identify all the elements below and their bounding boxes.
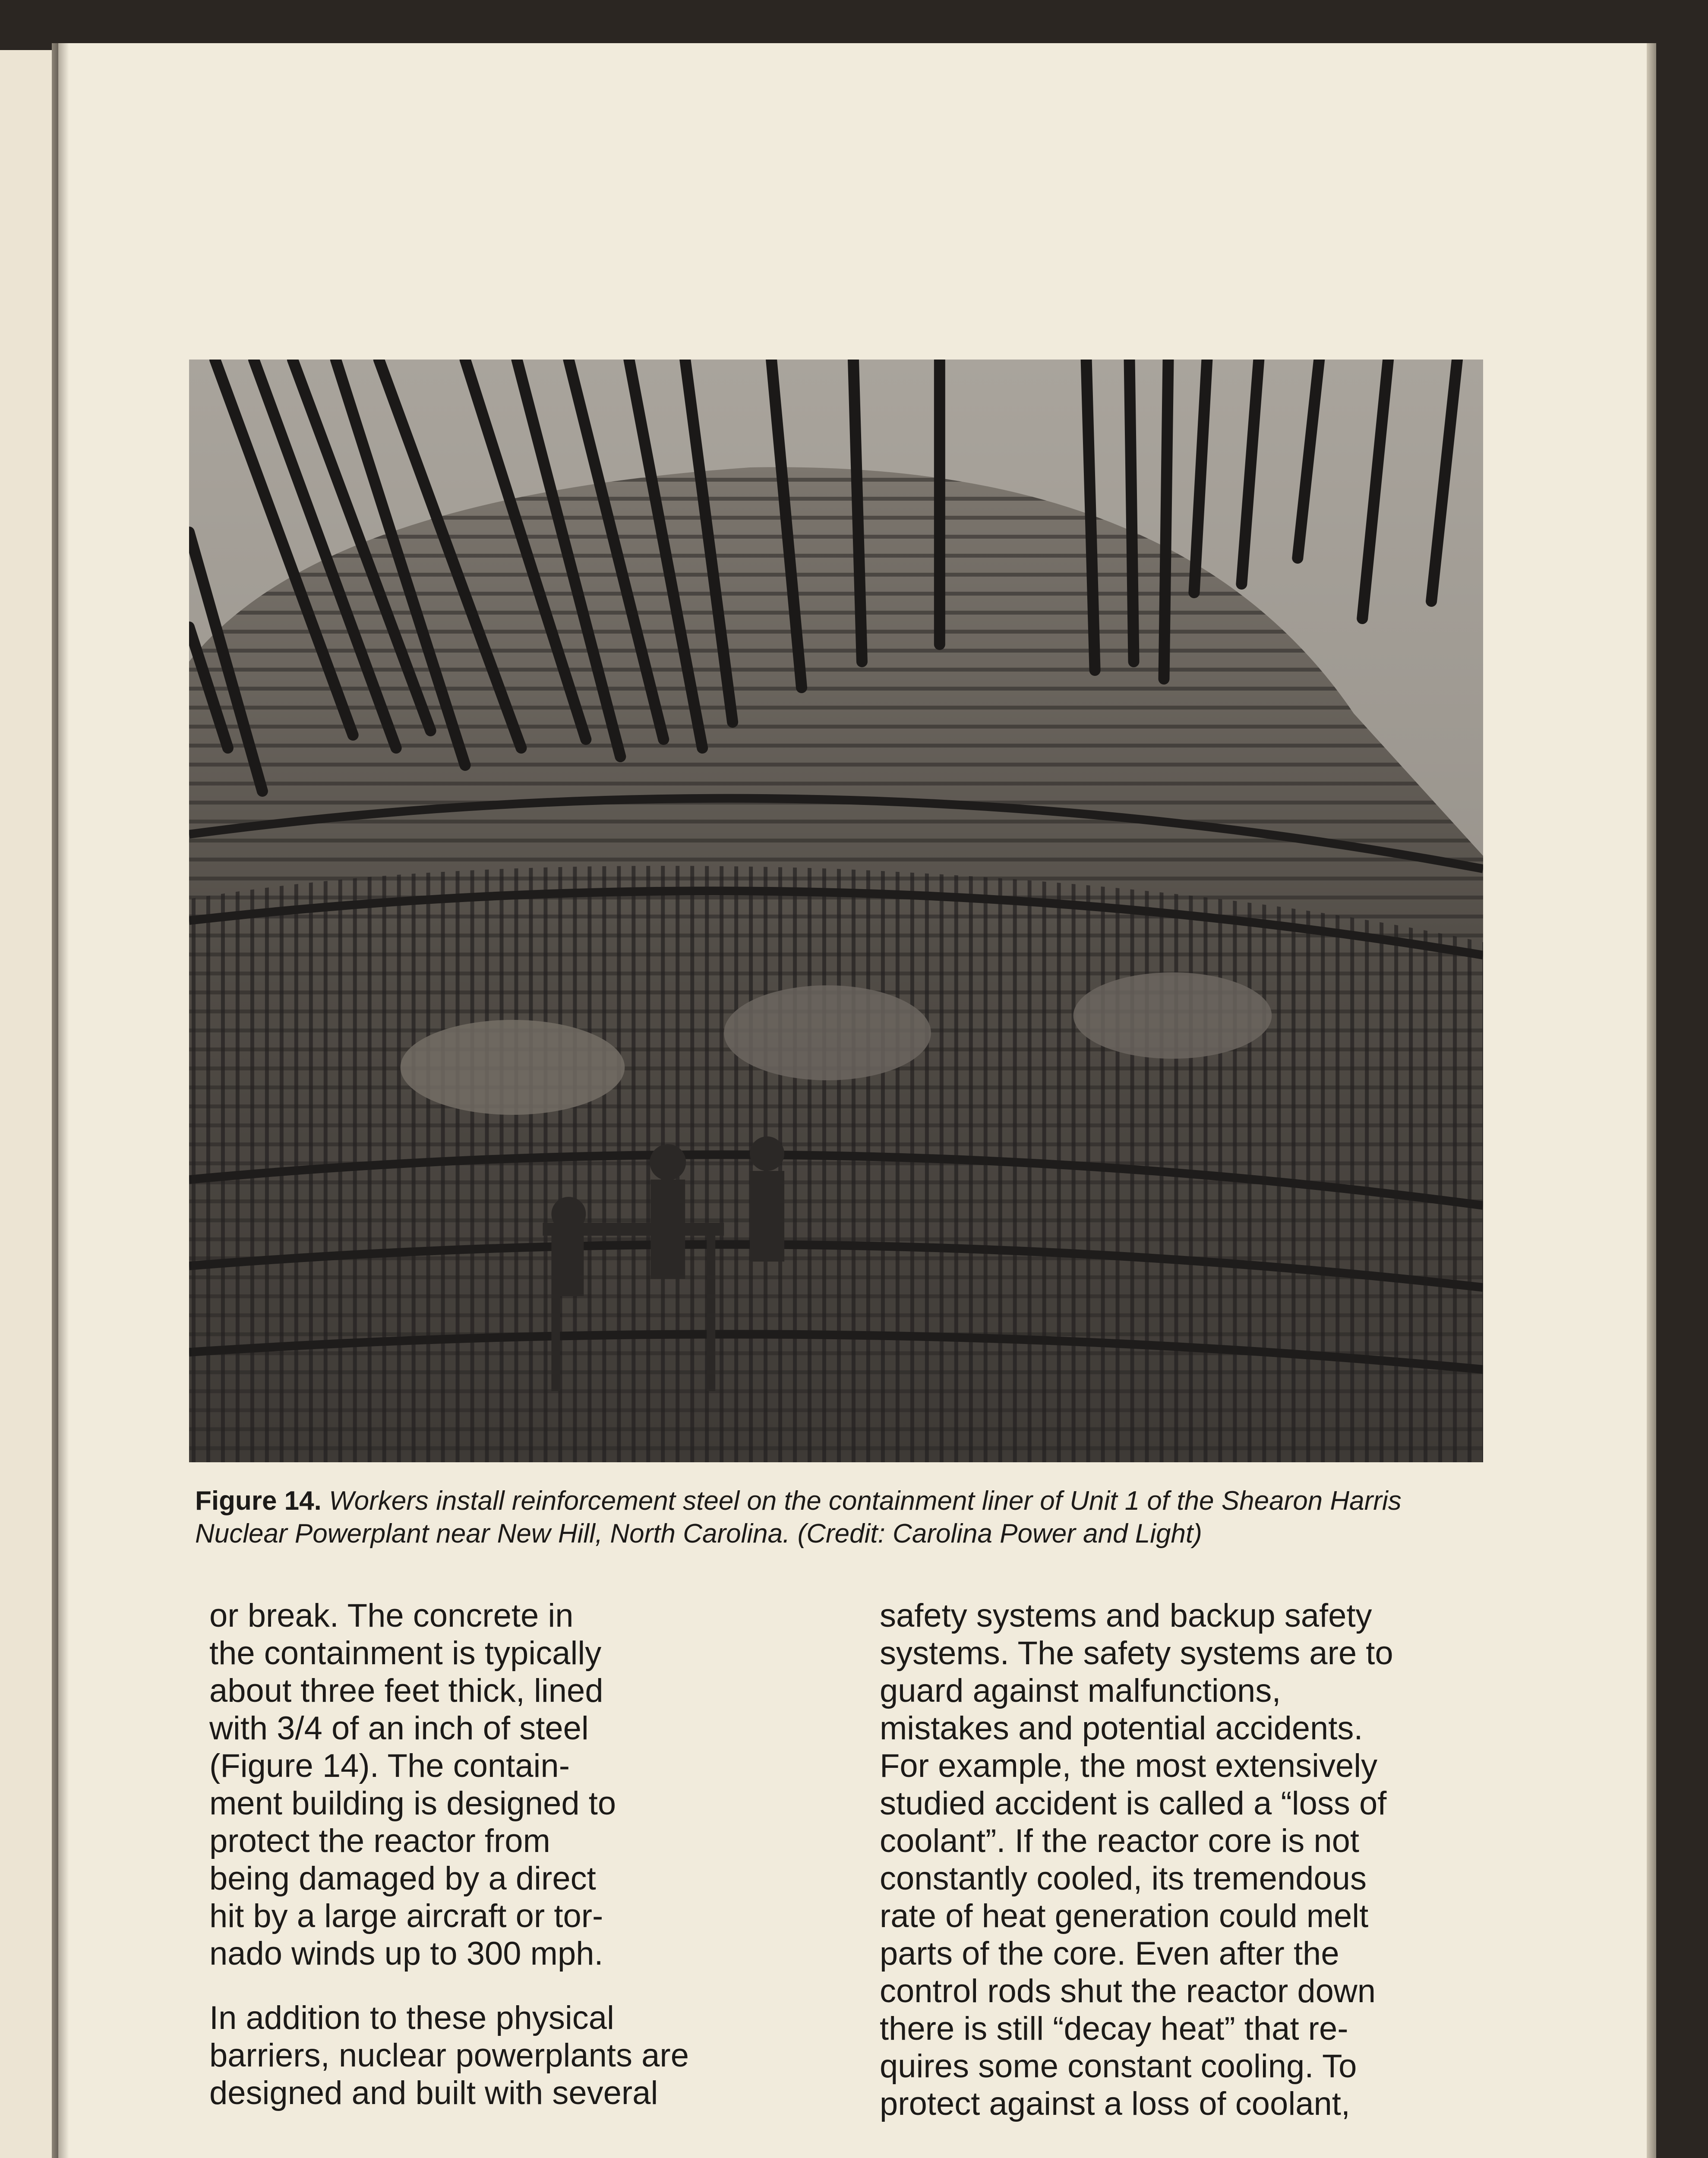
left-paragraph-1: or break. The concrete in the containment is typically about three feet thick, lined with 3/4 of an inch of steel (Figure 14). The contain- ment building is designed to protect the reactor from being damaged by a direct hit by a large aircraft or tor- nado winds up to 300 mph. [209,1597,616,1972]
left-text-column [209,1597,788,2112]
right-text-column [880,1597,1458,2123]
left-paragraph-2: In addition to these physical barriers, nuclear powerplants are designed and built with several [209,2000,689,2111]
containment-construction-photo [189,360,1483,1462]
figure-caption-text: Workers install reinforcement steel on the containment liner of Unit 1 of the Shearon Harris Nuclear Powerplant near New Hill, North Carolina. (Credit: Carolina Power and Light) [195,1486,1402,1549]
facing-page-edge [0,50,52,2158]
figure-label: Figure 14. [195,1486,322,1516]
figure-caption [195,1485,1481,1550]
page-stack-edge [1647,43,1656,2158]
right-paragraph-1: safety systems and backup safety systems. The safety systems are to guard against malfunctions, mistakes and potential accidents. For example, the most extensively studied accident is called a “loss of coolant”. If the reactor core is not constantly cooled, its tremendous rate of heat generation could melt parts of the core. Even after the control rods shut the reactor down there is still “decay heat” that re- quires some constant cooling. To protect against a loss of coolant, [880,1597,1393,2122]
figure-photo [189,360,1483,1462]
gutter-shadow [52,43,69,2158]
